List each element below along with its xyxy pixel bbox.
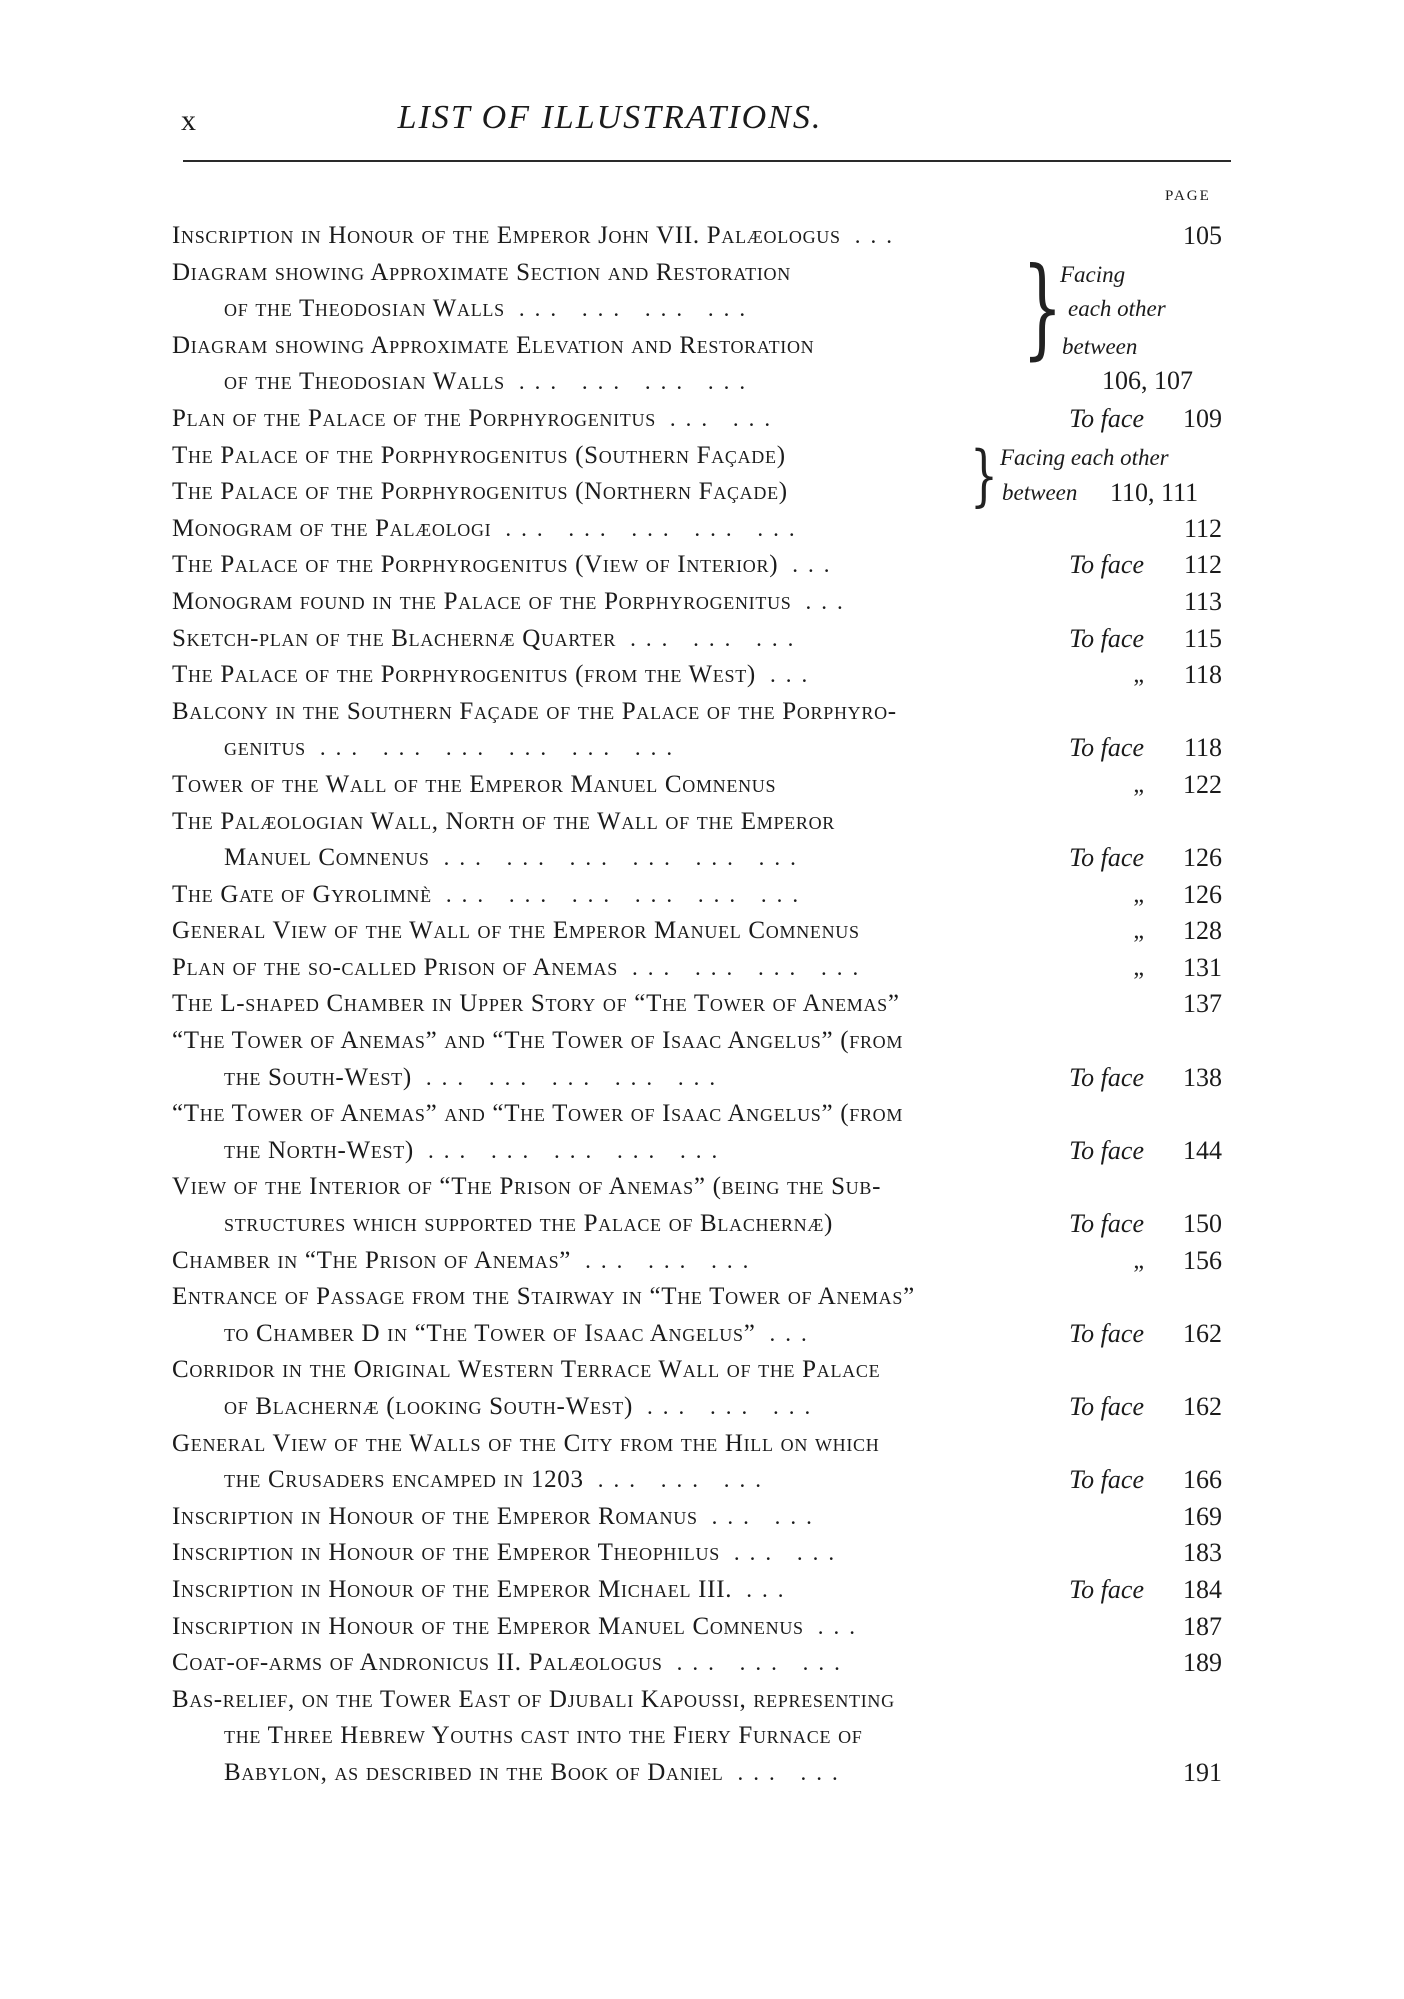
entry-line	[172, 1352, 1232, 1389]
entry-title: the Three Hebrew Youths cast into the Fiery Furnace of	[224, 1722, 863, 1750]
leader-dots: ... ...	[737, 1759, 848, 1785]
entry-title: Inscription in Honour of the Emperor Romanus	[172, 1502, 698, 1530]
entry-line	[172, 621, 1232, 658]
running-title: LIST OF ILLUSTRATIONS.	[397, 99, 823, 136]
page-number: 113	[1183, 586, 1222, 616]
group-pages: 110, 111	[1110, 478, 1199, 507]
entry-line	[172, 1169, 1232, 1206]
page-number: 112	[1183, 550, 1222, 580]
facing-note: each other	[1068, 296, 1166, 321]
page-number: 109	[1183, 403, 1222, 433]
leader-dots: ... ... ... ...	[518, 296, 756, 322]
leader-dots: ... ... ... ... ...	[505, 515, 805, 541]
entry-title: Inscription in Honour of the Emperor John VII. Palæologus	[172, 222, 841, 249]
to-face-note: To face	[1069, 403, 1144, 433]
group-pages: 106, 107	[1102, 366, 1193, 395]
page-number: 191	[1183, 1757, 1222, 1787]
page-number: 118	[1183, 733, 1222, 763]
entry-line	[172, 877, 1232, 914]
entry-title: to Chamber D in “The Tower of Isaac Angelus”	[224, 1319, 756, 1347]
entry-title: General View of the Walls of the City from the Hill on which	[172, 1429, 880, 1457]
illustration-entry	[172, 1096, 1232, 1169]
page-number: 169	[1183, 1501, 1222, 1531]
entry-title: “The Tower of Anemas” and “The Tower of Isaac Angelus” (from	[172, 1100, 904, 1128]
illustration-entry	[172, 804, 1232, 877]
entry-line	[172, 694, 1232, 731]
to-face-note: To face	[1069, 1574, 1144, 1604]
entry-line	[172, 1133, 1232, 1170]
entry-line	[172, 1023, 1232, 1060]
page-number: 162	[1183, 1318, 1222, 1348]
illustration-entry	[172, 1499, 1232, 1536]
illustration-entry	[172, 1645, 1232, 1682]
entry-title: The L-shaped Chamber in Upper Story of “The Tower of Anemas”	[172, 990, 900, 1018]
page-number: 150	[1183, 1209, 1222, 1239]
leader-dots: ...	[805, 588, 853, 614]
illustration-entry	[172, 1352, 1232, 1425]
leader-dots: ... ...	[711, 1503, 822, 1529]
entry-title: of the Theodosian Walls	[224, 368, 505, 396]
page-number: 128	[1183, 916, 1222, 946]
entry-line	[172, 218, 1232, 255]
entry-line	[172, 511, 1232, 548]
leader-dots: ... ... ...	[585, 1247, 759, 1273]
page-number: 166	[1183, 1465, 1222, 1495]
ditto-mark: „	[1133, 771, 1144, 798]
entry-title: Inscription in Honour of the Emperor Manuel Comnenus	[172, 1612, 804, 1640]
illustration-entry	[172, 1169, 1232, 1242]
leader-dots: ... ...	[669, 405, 781, 431]
entry-title: genitus	[224, 734, 306, 762]
facing-note: Facing	[1060, 262, 1126, 287]
entry-title: Monogram of the Palæologi	[172, 514, 492, 542]
ditto-mark: „	[1133, 918, 1144, 945]
illustration-entry	[172, 584, 1232, 621]
entry-line	[172, 1426, 1232, 1463]
illustration-entry	[172, 1535, 1232, 1572]
page-number: 156	[1183, 1245, 1222, 1275]
leader-dots: ... ... ... ... ... ...	[443, 845, 806, 871]
entry-line	[172, 986, 1232, 1023]
illustration-entry	[172, 1023, 1232, 1096]
page-number: 137	[1183, 989, 1222, 1019]
entry-title: Corridor in the Original Western Terrace Wall of the Palace	[172, 1356, 881, 1384]
leader-dots: ... ... ...	[630, 625, 804, 651]
entry-line	[172, 657, 1232, 694]
entry-title: The Palace of the Porphyrogenitus (Northern Façade)	[172, 478, 788, 506]
ditto-mark: „	[1133, 1247, 1144, 1274]
entry-title: The Palace of the Porphyrogenitus (View of Interior)	[172, 551, 779, 579]
entry-line	[172, 1609, 1232, 1646]
leader-dots: ...	[769, 662, 818, 688]
illustration-entry	[172, 767, 1232, 804]
page-number: 118	[1183, 660, 1222, 690]
entry-line	[172, 767, 1232, 804]
entry-line	[172, 913, 1232, 950]
page-number: 189	[1183, 1648, 1222, 1678]
leader-dots: ... ...	[733, 1540, 845, 1566]
entry-title: The Palæologian Wall, North of the Wall of the Emperor	[172, 807, 835, 835]
entry-line	[172, 401, 1232, 438]
entry-line	[172, 364, 1232, 401]
to-face-note: To face	[1069, 1135, 1144, 1165]
brace-icon: }	[970, 438, 998, 515]
entry-title: View of the Interior of “The Prison of Anemas” (being the Sub-	[172, 1173, 882, 1201]
leader-dots: ... ... ... ... ... ...	[319, 735, 683, 761]
facing-note: Facing each other	[1000, 445, 1169, 470]
entry-line	[172, 950, 1232, 987]
entry-line	[172, 1389, 1232, 1426]
page-column-label: PAGE	[1165, 188, 1211, 204]
entry-line	[172, 1060, 1232, 1097]
illustration-entry	[172, 913, 1232, 950]
ditto-mark: „	[1133, 954, 1144, 981]
facing-note: between	[1062, 334, 1138, 359]
entry-title: Diagram showing Approximate Elevation and Restoration	[172, 331, 815, 359]
entry-line	[172, 1462, 1232, 1499]
page-number: 131	[1183, 952, 1222, 982]
leader-dots: ... ... ... ... ...	[425, 1064, 726, 1090]
entry-title: the Crusaders encamped in 1203	[224, 1466, 584, 1494]
page-number: 187	[1183, 1611, 1222, 1641]
page-number: 126	[1183, 843, 1222, 873]
leader-dots: ... ... ...	[647, 1394, 821, 1419]
entry-title: Coat-of-arms of Andronicus II. Palæologus	[172, 1649, 663, 1677]
entry-line	[172, 1718, 1232, 1755]
illustration-entry	[172, 621, 1232, 658]
brace-icon: }	[1022, 246, 1063, 373]
entry-title: Inscription in Honour of the Emperor Michael III.	[172, 1575, 733, 1603]
entry-line	[172, 1243, 1232, 1280]
page-number: 138	[1183, 1062, 1222, 1092]
page-number: 112	[1183, 513, 1222, 543]
to-face-note: To face	[1069, 1465, 1144, 1495]
illustration-entry	[172, 1609, 1232, 1646]
page-number: 105	[1183, 221, 1222, 250]
entry-title: of the Theodosian Walls	[224, 295, 505, 323]
illustration-entry	[172, 511, 1232, 548]
page-number: 122	[1183, 769, 1222, 799]
leader-dots: ...	[746, 1576, 794, 1602]
entry-line	[172, 1096, 1232, 1133]
entry-line	[172, 1572, 1232, 1609]
entry-line	[172, 1682, 1232, 1719]
illustration-entry	[172, 1279, 1232, 1352]
facing-note: between	[1002, 480, 1078, 505]
entry-title: Chamber in “The Prison of Anemas”	[172, 1246, 572, 1274]
entry-title: the South-West)	[224, 1063, 412, 1091]
entry-title: structures which supported the Palace of Blachernæ)	[224, 1210, 834, 1238]
illustration-entry	[172, 877, 1232, 914]
entry-title: Sketch-plan of the Blachernæ Quarter	[172, 624, 617, 652]
leader-dots: ... ... ... ...	[631, 954, 869, 980]
entry-title: Inscription in Honour of the Emperor Theophilus	[172, 1539, 720, 1567]
leader-dots: ...	[769, 1320, 817, 1346]
entry-title: Plan of the so-called Prison of Anemas	[172, 953, 618, 981]
entry-title: The Palace of the Porphyrogenitus (from the West)	[172, 661, 756, 689]
entry-title: the North-West)	[224, 1136, 414, 1164]
leader-dots: ...	[792, 552, 840, 578]
page-number: 183	[1183, 1538, 1222, 1568]
entry-line	[172, 1755, 1232, 1792]
entry-line	[172, 1279, 1232, 1316]
entry-line	[172, 840, 1232, 877]
entry-line	[172, 1645, 1232, 1682]
illustration-entry	[172, 401, 1232, 438]
to-face-note: To face	[1069, 550, 1144, 580]
to-face-note: To face	[1069, 1209, 1144, 1239]
entry-title: The Palace of the Porphyrogenitus (Southern Façade)	[172, 441, 786, 469]
entry-title: General View of the Wall of the Emperor Manuel Comnenus	[172, 917, 860, 945]
entry-line	[172, 1206, 1232, 1243]
to-face-note: To face	[1069, 733, 1144, 763]
illustration-entry	[172, 1682, 1232, 1792]
entry-title: Diagram showing Approximate Section and Restoration	[172, 258, 791, 286]
illustration-entry	[172, 950, 1232, 987]
illustration-entry	[172, 986, 1232, 1023]
to-face-note: To face	[1069, 1318, 1144, 1348]
page-number: 126	[1183, 879, 1222, 909]
leader-dots: ... ... ...	[676, 1650, 850, 1676]
entry-line	[172, 547, 1232, 584]
entry-title: Balcony in the Southern Façade of the Palace of the Porphyro-	[172, 697, 897, 725]
illustration-entry	[172, 547, 1232, 584]
leader-dots: ... ... ... ... ... ...	[445, 881, 809, 907]
leader-dots: ... ... ...	[597, 1467, 771, 1493]
page-number: 115	[1183, 623, 1222, 653]
entry-title: Manuel Comnenus	[224, 844, 430, 872]
entry-title: “The Tower of Anemas” and “The Tower of Isaac Angelus” (from	[172, 1027, 904, 1055]
entry-line	[172, 1535, 1232, 1572]
page-number: 144	[1183, 1135, 1222, 1165]
entry-title: of Blachernæ (looking South-West)	[224, 1393, 633, 1420]
ditto-mark: „	[1133, 662, 1144, 689]
illustration-entry	[172, 1243, 1232, 1280]
to-face-note: To face	[1069, 623, 1144, 653]
entry-line	[172, 1499, 1232, 1536]
leader-dots: ...	[854, 223, 902, 248]
entry-line	[172, 730, 1232, 767]
entry-title: Bas-relief, on the Tower East of Djubali Kapoussi, representing	[172, 1685, 895, 1713]
page-number: 184	[1183, 1574, 1222, 1604]
entry-title: Monogram found in the Palace of the Porphyrogenitus	[172, 587, 792, 615]
entry-line	[172, 804, 1232, 841]
ditto-mark: „	[1133, 881, 1144, 908]
leader-dots: ... ... ... ...	[518, 369, 756, 395]
entry-line	[172, 584, 1232, 621]
illustration-entry	[172, 218, 1232, 255]
page-folio: x	[181, 104, 196, 137]
entry-title: Entrance of Passage from the Stairway in “The Tower of Anemas”	[172, 1283, 915, 1311]
leader-dots: ...	[817, 1613, 865, 1639]
illustration-entry	[172, 657, 1232, 694]
entry-title: Plan of the Palace of the Porphyrogenitus	[172, 404, 656, 432]
header-rule	[183, 160, 1231, 162]
to-face-note: To face	[1069, 1392, 1144, 1421]
to-face-note: To face	[1069, 843, 1144, 873]
entry-line	[172, 1316, 1232, 1353]
entry-title: Tower of the Wall of the Emperor Manuel Comnenus	[172, 770, 777, 798]
page-number: 162	[1183, 1392, 1222, 1421]
leader-dots: ... ... ... ... ...	[427, 1137, 728, 1163]
to-face-note: To face	[1069, 1062, 1144, 1092]
entry-title: Babylon, as described in the Book of Daniel	[224, 1758, 724, 1786]
entry-title: The Gate of Gyrolimnè	[172, 880, 432, 908]
illustration-entry	[172, 1572, 1232, 1609]
illustration-entry	[172, 694, 1232, 767]
illustration-entry	[172, 1426, 1232, 1499]
